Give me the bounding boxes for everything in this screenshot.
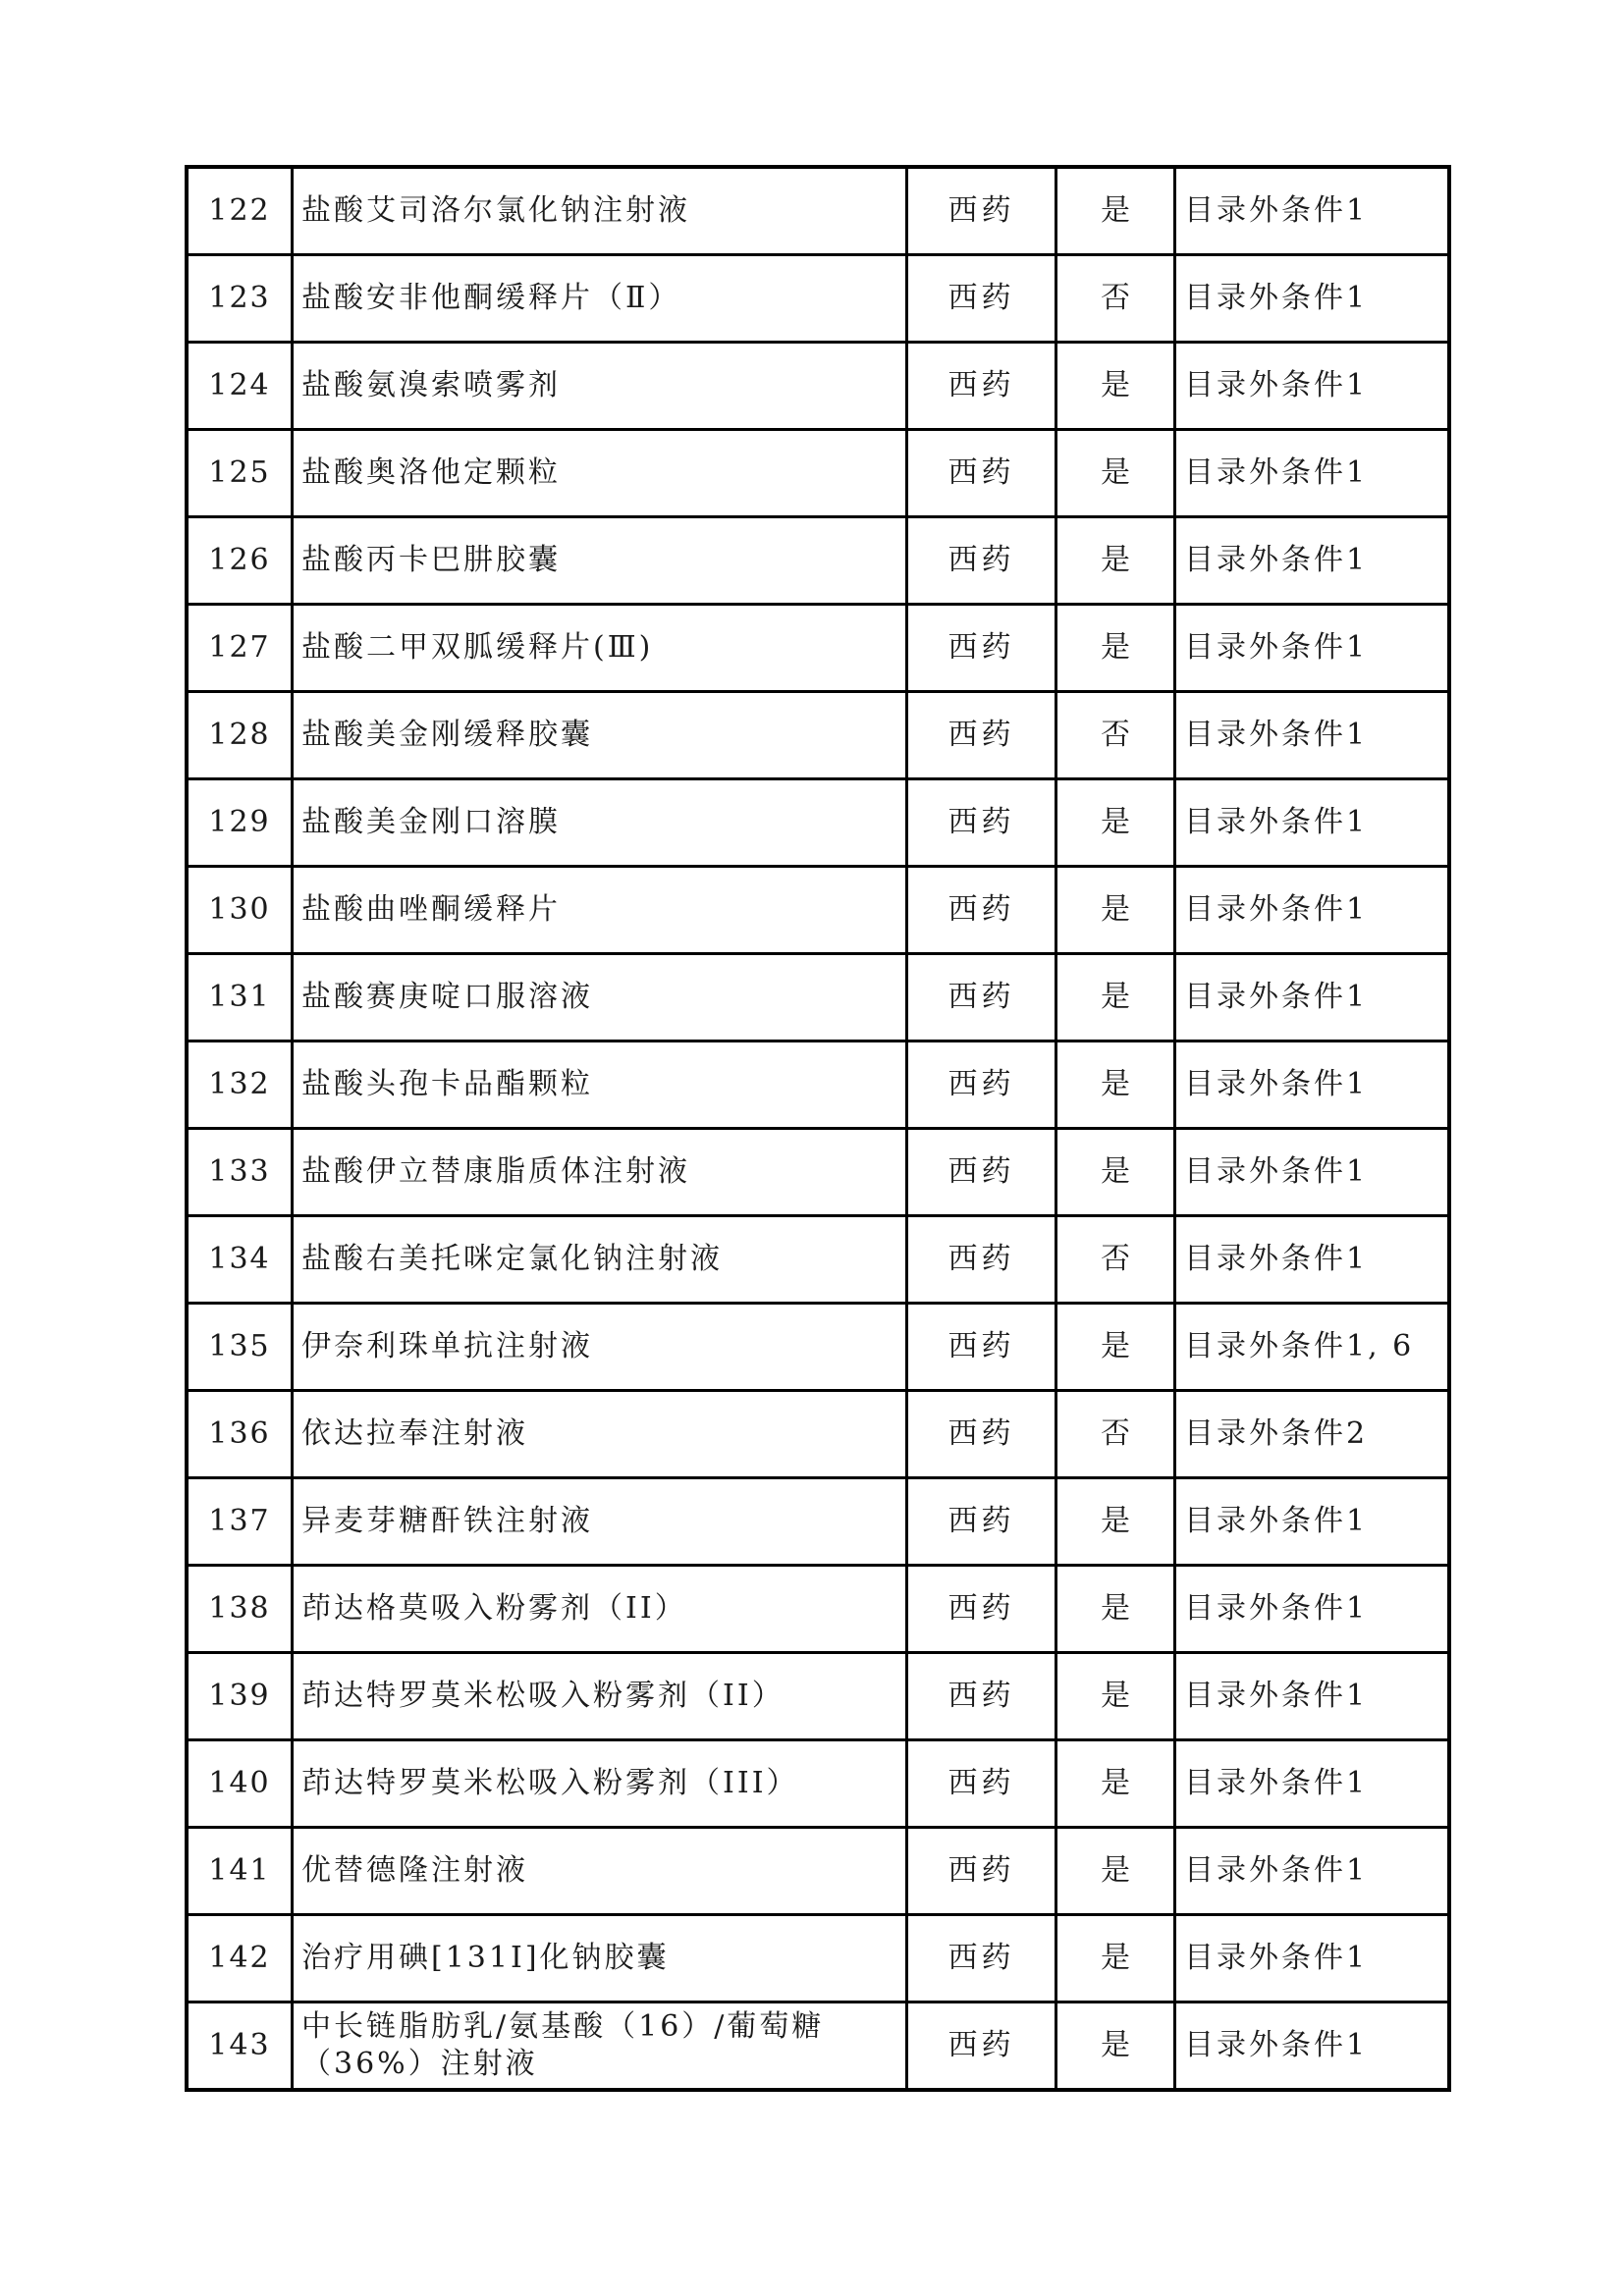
table-row — [187, 692, 1449, 779]
drug-type-cell: 西药 — [907, 1828, 1056, 1915]
flag-cell: 是 — [1056, 779, 1175, 867]
drug-name-cell: 盐酸奥洛他定颗粒 — [293, 430, 907, 517]
drug-type-cell: 西药 — [907, 430, 1056, 517]
table-row — [187, 2002, 1449, 2091]
row-number-cell: 134 — [187, 1216, 293, 1304]
flag-cell: 是 — [1056, 1653, 1175, 1740]
flag-cell: 否 — [1056, 1391, 1175, 1478]
table-row — [187, 1653, 1449, 1740]
row-number-cell: 138 — [187, 1566, 293, 1653]
flag-cell: 否 — [1056, 692, 1175, 779]
condition-cell: 目录外条件1, 6 — [1175, 1304, 1450, 1391]
table-row — [187, 1129, 1449, 1216]
row-number-cell: 122 — [187, 167, 293, 255]
flag-cell: 是 — [1056, 430, 1175, 517]
condition-cell: 目录外条件1 — [1175, 255, 1450, 343]
drug-name-cell: 盐酸氨溴索喷雾剂 — [293, 343, 907, 430]
drug-name-cell: 盐酸赛庚啶口服溶液 — [293, 954, 907, 1041]
condition-cell: 目录外条件1 — [1175, 2002, 1450, 2091]
table-row — [187, 1304, 1449, 1391]
table-row — [187, 954, 1449, 1041]
condition-cell: 目录外条件2 — [1175, 1391, 1450, 1478]
table-row — [187, 517, 1449, 605]
drug-type-cell: 西药 — [907, 517, 1056, 605]
flag-cell: 是 — [1056, 343, 1175, 430]
condition-cell: 目录外条件1 — [1175, 430, 1450, 517]
drug-name-cell: 茚达特罗莫米松吸入粉雾剂（III） — [293, 1740, 907, 1828]
flag-cell: 是 — [1056, 1566, 1175, 1653]
flag-cell: 是 — [1056, 867, 1175, 954]
drug-type-cell: 西药 — [907, 779, 1056, 867]
row-number-cell: 139 — [187, 1653, 293, 1740]
drug-type-cell: 西药 — [907, 1129, 1056, 1216]
drug-name-cell: 盐酸二甲双胍缓释片(Ⅲ) — [293, 605, 907, 692]
condition-cell: 目录外条件1 — [1175, 1740, 1450, 1828]
drug-name-cell: 伊奈利珠单抗注射液 — [293, 1304, 907, 1391]
table-row — [187, 779, 1449, 867]
drug-type-cell: 西药 — [907, 1216, 1056, 1304]
row-number-cell: 131 — [187, 954, 293, 1041]
row-number-cell: 129 — [187, 779, 293, 867]
flag-cell: 是 — [1056, 1478, 1175, 1566]
table-row — [187, 1828, 1449, 1915]
row-number-cell: 125 — [187, 430, 293, 517]
drug-name-cell: 盐酸曲唑酮缓释片 — [293, 867, 907, 954]
table-row — [187, 1915, 1449, 2002]
flag-cell: 是 — [1056, 1740, 1175, 1828]
table-row — [187, 1391, 1449, 1478]
drug-type-cell: 西药 — [907, 1566, 1056, 1653]
condition-cell: 目录外条件1 — [1175, 517, 1450, 605]
drug-name-cell: 盐酸美金刚口溶膜 — [293, 779, 907, 867]
row-number-cell: 141 — [187, 1828, 293, 1915]
row-number-cell: 142 — [187, 1915, 293, 2002]
row-number-cell: 123 — [187, 255, 293, 343]
drug-name-cell: 茚达特罗莫米松吸入粉雾剂（II） — [293, 1653, 907, 1740]
drug-name-cell: 盐酸美金刚缓释胶囊 — [293, 692, 907, 779]
table-row — [187, 430, 1449, 517]
row-number-cell: 133 — [187, 1129, 293, 1216]
condition-cell: 目录外条件1 — [1175, 605, 1450, 692]
table-row — [187, 605, 1449, 692]
row-number-cell: 128 — [187, 692, 293, 779]
drug-type-cell: 西药 — [907, 867, 1056, 954]
drug-type-cell: 西药 — [907, 167, 1056, 255]
table-row — [187, 1216, 1449, 1304]
drug-type-cell: 西药 — [907, 1653, 1056, 1740]
row-number-cell: 136 — [187, 1391, 293, 1478]
drug-name-cell: 盐酸安非他酮缓释片（Ⅱ） — [293, 255, 907, 343]
row-number-cell: 135 — [187, 1304, 293, 1391]
condition-cell: 目录外条件1 — [1175, 779, 1450, 867]
condition-cell: 目录外条件1 — [1175, 343, 1450, 430]
condition-cell: 目录外条件1 — [1175, 167, 1450, 255]
table-row — [187, 1041, 1449, 1129]
drug-type-cell: 西药 — [907, 954, 1056, 1041]
row-number-cell: 127 — [187, 605, 293, 692]
table-row — [187, 1566, 1449, 1653]
drug-name-cell: 盐酸头孢卡品酯颗粒 — [293, 1041, 907, 1129]
drug-type-cell: 西药 — [907, 1391, 1056, 1478]
row-number-cell: 137 — [187, 1478, 293, 1566]
flag-cell: 是 — [1056, 1915, 1175, 2002]
flag-cell: 是 — [1056, 517, 1175, 605]
condition-cell: 目录外条件1 — [1175, 1478, 1450, 1566]
condition-cell: 目录外条件1 — [1175, 867, 1450, 954]
drug-name-cell: 盐酸艾司洛尔氯化钠注射液 — [293, 167, 907, 255]
table-row — [187, 343, 1449, 430]
table-row — [187, 867, 1449, 954]
drug-type-cell: 西药 — [907, 605, 1056, 692]
drug-name-cell: 异麦芽糖酐铁注射液 — [293, 1478, 907, 1566]
flag-cell: 是 — [1056, 1828, 1175, 1915]
drug-type-cell: 西药 — [907, 1915, 1056, 2002]
row-number-cell: 124 — [187, 343, 293, 430]
flag-cell: 是 — [1056, 167, 1175, 255]
drug-name-cell: 盐酸伊立替康脂质体注射液 — [293, 1129, 907, 1216]
condition-cell: 目录外条件1 — [1175, 1216, 1450, 1304]
flag-cell: 是 — [1056, 605, 1175, 692]
drug-name-cell: 盐酸丙卡巴肼胶囊 — [293, 517, 907, 605]
row-number-cell: 126 — [187, 517, 293, 605]
table-row — [187, 1740, 1449, 1828]
table-row — [187, 167, 1449, 255]
drug-type-cell: 西药 — [907, 343, 1056, 430]
drug-type-cell: 西药 — [907, 1304, 1056, 1391]
drug-name-cell: 治疗用碘[131I]化钠胶囊 — [293, 1915, 907, 2002]
row-number-cell: 130 — [187, 867, 293, 954]
drug-list-table — [185, 165, 1451, 2092]
condition-cell: 目录外条件1 — [1175, 1566, 1450, 1653]
drug-name-cell: 茚达格莫吸入粉雾剂（II） — [293, 1566, 907, 1653]
condition-cell: 目录外条件1 — [1175, 1041, 1450, 1129]
condition-cell: 目录外条件1 — [1175, 1915, 1450, 2002]
drug-type-cell: 西药 — [907, 255, 1056, 343]
drug-type-cell: 西药 — [907, 692, 1056, 779]
flag-cell: 是 — [1056, 1129, 1175, 1216]
flag-cell: 是 — [1056, 1041, 1175, 1129]
table-body — [187, 167, 1449, 2090]
row-number-cell: 143 — [187, 2002, 293, 2091]
drug-name-cell: 中长链脂肪乳/氨基酸（16）/葡萄糖（36%）注射液 — [293, 2002, 907, 2091]
table-row — [187, 255, 1449, 343]
drug-type-cell: 西药 — [907, 1041, 1056, 1129]
row-number-cell: 140 — [187, 1740, 293, 1828]
flag-cell: 是 — [1056, 954, 1175, 1041]
flag-cell: 否 — [1056, 1216, 1175, 1304]
drug-type-cell: 西药 — [907, 1478, 1056, 1566]
flag-cell: 是 — [1056, 1304, 1175, 1391]
condition-cell: 目录外条件1 — [1175, 1828, 1450, 1915]
condition-cell: 目录外条件1 — [1175, 954, 1450, 1041]
drug-name-cell: 依达拉奉注射液 — [293, 1391, 907, 1478]
row-number-cell: 132 — [187, 1041, 293, 1129]
condition-cell: 目录外条件1 — [1175, 1653, 1450, 1740]
drug-type-cell: 西药 — [907, 1740, 1056, 1828]
flag-cell: 否 — [1056, 255, 1175, 343]
drug-name-cell: 盐酸右美托咪定氯化钠注射液 — [293, 1216, 907, 1304]
drug-type-cell: 西药 — [907, 2002, 1056, 2091]
condition-cell: 目录外条件1 — [1175, 692, 1450, 779]
table-row — [187, 1478, 1449, 1566]
flag-cell: 是 — [1056, 2002, 1175, 2091]
condition-cell: 目录外条件1 — [1175, 1129, 1450, 1216]
drug-name-cell: 优替德隆注射液 — [293, 1828, 907, 1915]
